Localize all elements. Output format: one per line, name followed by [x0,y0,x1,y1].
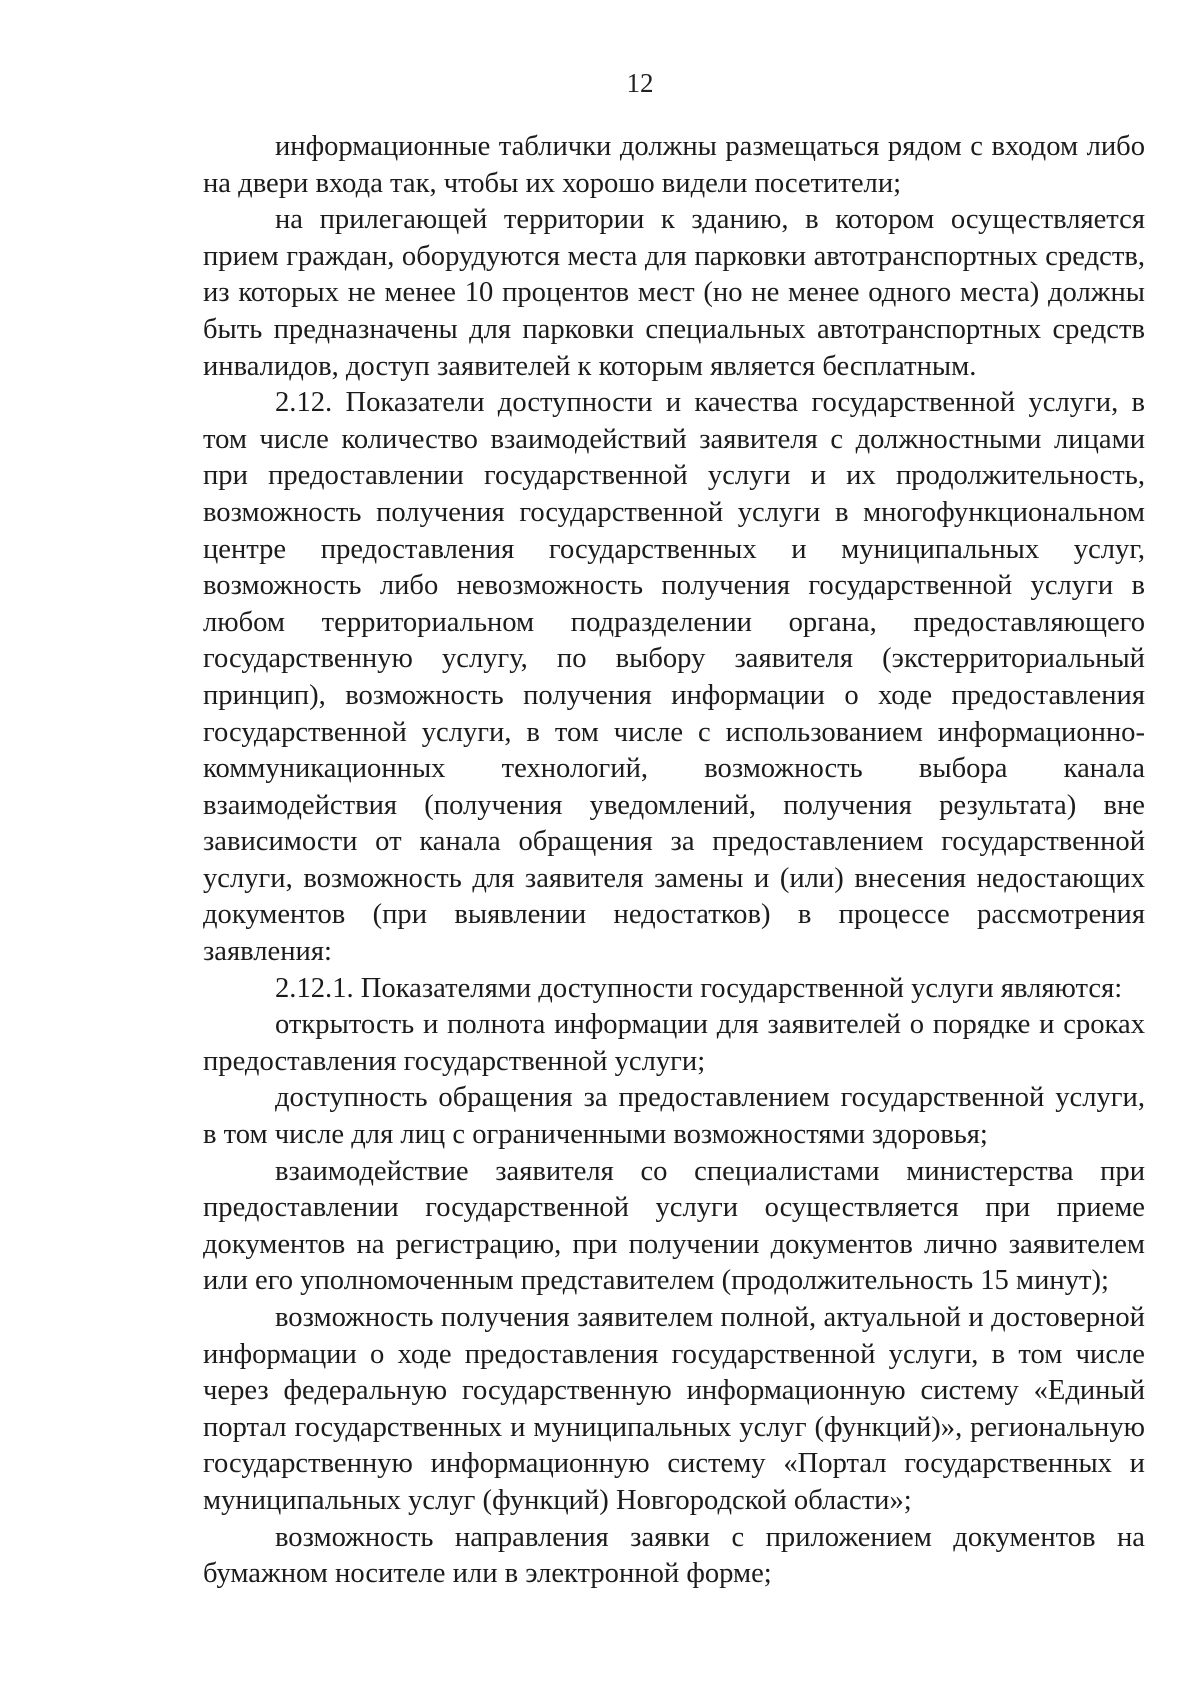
paragraph-section-2-12-1: 2.12.1. Показателями доступности государственной услуги являются: [275,972,1123,1004]
paragraph-parking: на прилегающей территории к зданию, в котором осуществляется прием граждан, оборудуются места для парковки автотранспортных средств, из которых не менее 10 процентов мест (но не менее одного места) должны быть предназначены для парковки специальных автотранспортных средств инвалидов, доступ заявителей к которым является бесплатным. [203,204,1145,382]
paragraph-info-signs: информационные таблички должны размещаться рядом с входом либо на двери входа так, чтобы их хорошо видели посетители; [203,131,1145,199]
paragraph-accessibility: доступность обращения за предоставлением государственной услуги, в том числе для лиц с ограниченными возможностями здоровья; [203,1082,1145,1151]
page-number: 12 [626,68,654,98]
paragraph-section-2-12: 2.12. Показатели доступности и качества государственной услуги, в том числе количество взаимодействий заявителя с должностными лицами при предоставлении государственной услуги и их продолжительность, возможность получения государственной услуги в многофункциональном центре предоставления государственных и муниципальных услуг, возможность либо невозможность получения государственной услуги в любом территориальном подразделении органа, предоставляющего государственную услугу, по выбору заявителя (экстерриториальный принцип), возможность получения информации о ходе предоставления государственной услуги, в том числе с использованием информационно-коммуникационных технологий, возможность выбора канала взаимодействия (получения уведомлений, получения результата) вне зависимости от канала обращения за предоставлением государственной услуги, возможность для заявителя замены и (или) внесения недостающих документов (при выявлении недостатков) в процессе рассмотрения заявления: [203,387,1145,968]
paragraph-information: возможность получения заявителем полной, актуальной и достоверной информации о ходе предоставления государственной услуги, в том числе через федеральную государственную информационную систему «Единый портал государственных и муниципальных услуг (функций)», региональную государственную информационную систему «Портал государственных и муниципальных услуг (функций) Новгородской области»; [203,1302,1145,1516]
paragraph-application: возможность направления заявки с приложением документов на бумажном носителе или в электронной форме; [203,1521,1145,1590]
paragraph-openness: открытость и полнота информации для заявителей о порядке и сроках предоставления государственной услуги; [203,1009,1145,1077]
document-body [203,129,1145,1593]
paragraph-interaction: взаимодействие заявителя со специалистами министерства при предоставлении государственной услуги осуществляется при приеме документов на регистрацию, при получении документов лично заявителем или его уполномоченным представителем (продолжительность 15 минут); [203,1155,1145,1297]
